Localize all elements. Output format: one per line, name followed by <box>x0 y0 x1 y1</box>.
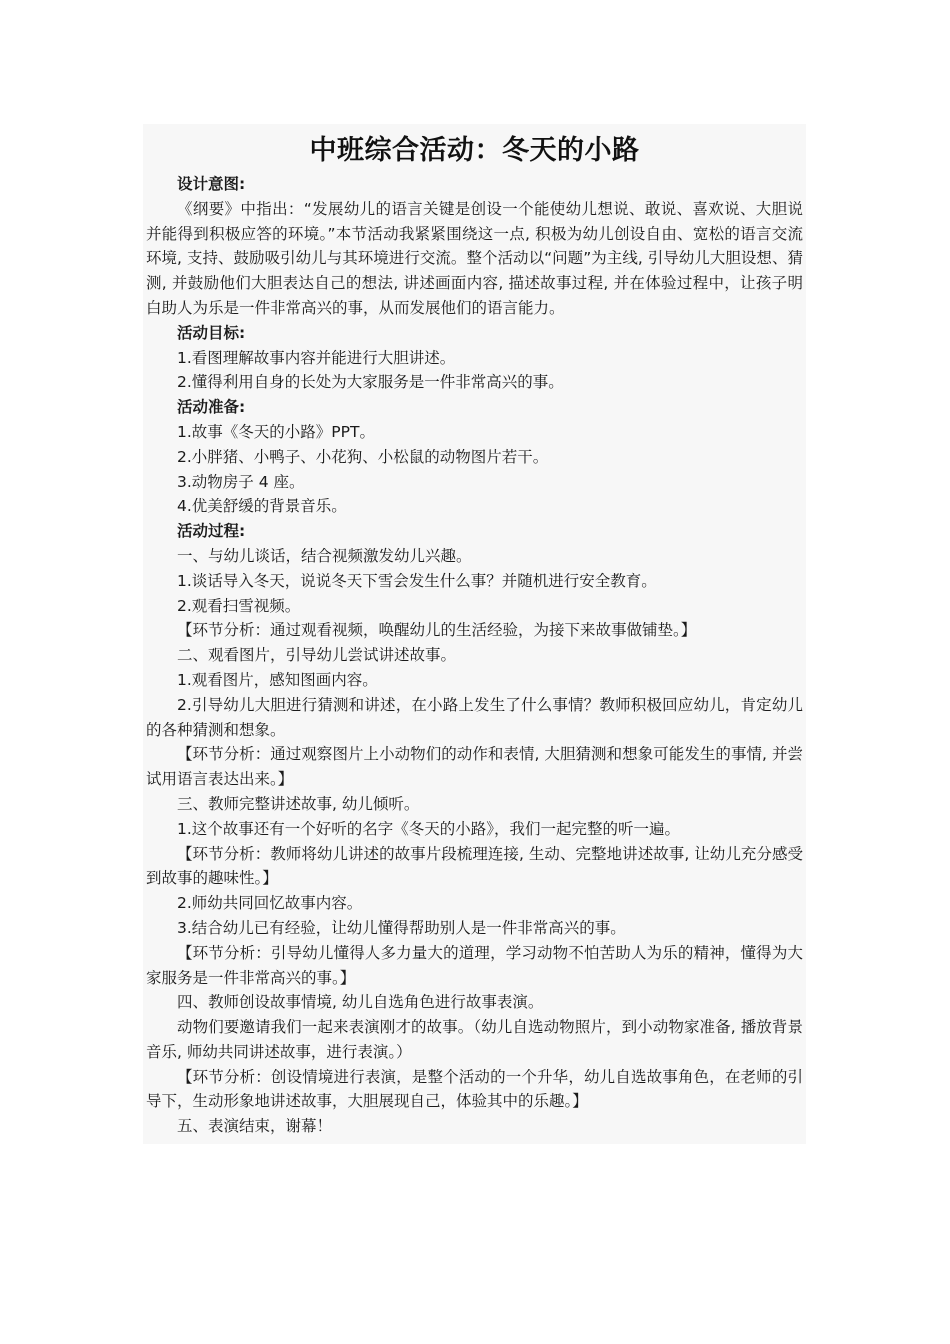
paragraph: 3.动物房子 4 座。 <box>177 472 305 491</box>
paragraph: 《纲要》中指出：“发展幼儿的语言关键是创设一个能使幼儿想说、敢说、喜欢说、大胆说并能得到积极应答的环境。”本节活动我紧紧围绕这一点, 积极为幼儿创设自由、宽松的语言交流环境, 支持、鼓励吸引幼儿与其环境进行交流。整个活动以“问题”为主线, 引导幼儿大胆设想、猜测, 并鼓励他们大胆表达自己的想法, 讲述画面内容, 描述故事过程, 并在体验过程中，让孩子明白助人为乐是一件非常高兴的事，从而发展他们的语言能力。 <box>146 199 803 317</box>
section-heading: 活动目标: <box>177 323 246 342</box>
paragraph: 动物们要邀请我们一起来表演刚才的故事。（幼儿自选动物照片，到小动物家准备, 播放背景音乐, 师幼共同讲述故事，进行表演。） <box>146 1018 803 1061</box>
section-heading: 设计意图: <box>177 175 246 193</box>
paragraph: 一、与幼儿谈话，结合视频激发幼儿兴趣。 <box>177 546 472 565</box>
document-title: 中班综合活动：冬天的小路 <box>309 135 640 166</box>
section-heading: 活动准备: <box>177 398 246 417</box>
paragraph: 四、教师创设故事情境, 幼儿自选角色进行故事表演。 <box>177 993 544 1012</box>
paragraph: 五、表演结束，谢幕！ <box>177 1117 333 1136</box>
paragraph: 1.看图理解故事内容并能进行大胆讲述。 <box>177 348 456 367</box>
paragraph: 二、观看图片，引导幼儿尝试讲述故事。 <box>177 646 457 665</box>
paragraph: 4.优美舒缓的背景音乐。 <box>177 497 347 516</box>
paragraph: 1.故事《冬天的小路》PPT。 <box>177 422 375 441</box>
paragraph: 1.谈话导入冬天，说说冬天下雪会发生什么事？并随机进行安全教育。 <box>177 571 657 590</box>
paragraph: 【环节分析：通过观察图片上小动物们的动作和表情, 大胆猜测和想象可能发生的事情, 并尝试用语言表达出来。】 <box>146 745 803 789</box>
paragraph: 2.小胖猪、小鸭子、小花狗、小松鼠的动物图片若干。 <box>177 447 549 466</box>
paragraph: 2.懂得利用自身的长处为大家服务是一件非常高兴的事。 <box>177 373 564 392</box>
paragraph: 【环节分析：引导幼儿懂得人多力量大的道理，学习动物不怕苦助人为乐的精神，懂得为大家服务是一件非常高兴的事。】 <box>146 943 803 987</box>
paragraph: 【环节分析：教师将幼儿讲述的故事片段梳理连接, 生动、完整地讲述故事, 让幼儿充分感受到故事的趣味性。】 <box>146 844 803 888</box>
paragraph: 2.师幼共同回忆故事内容。 <box>177 894 363 913</box>
paragraph: 【环节分析：通过观看视频，唤醒幼儿的生活经验，为接下来故事做铺垫。】 <box>177 621 697 640</box>
paragraph: 2.观看扫雪视频。 <box>177 596 301 615</box>
document-page <box>143 124 806 1144</box>
section-heading: 活动过程: <box>177 522 246 541</box>
paragraph: 2.引导幼儿大胆进行猜测和讲述，在小路上发生了什么事情？教师积极回应幼儿，肯定幼儿的各种猜测和想象。 <box>146 695 803 739</box>
paragraph: 【环节分析：创设情境进行表演，是整个活动的一个升华，幼儿自选故事角色，在老师的引导下，生动形象地讲述故事，大胆展现自己，体验其中的乐趣。】 <box>146 1067 803 1111</box>
paragraph: 1.这个故事还有一个好听的名字《冬天的小路》，我们一起完整的听一遍。 <box>177 819 681 838</box>
paragraph: 3.结合幼儿已有经验，让幼儿懂得帮助别人是一件非常高兴的事。 <box>177 918 626 937</box>
paragraph: 1.观看图片，感知图画内容。 <box>177 670 378 689</box>
document-body <box>146 172 803 1139</box>
paragraph: 三、教师完整讲述故事, 幼儿倾听。 <box>177 794 420 813</box>
